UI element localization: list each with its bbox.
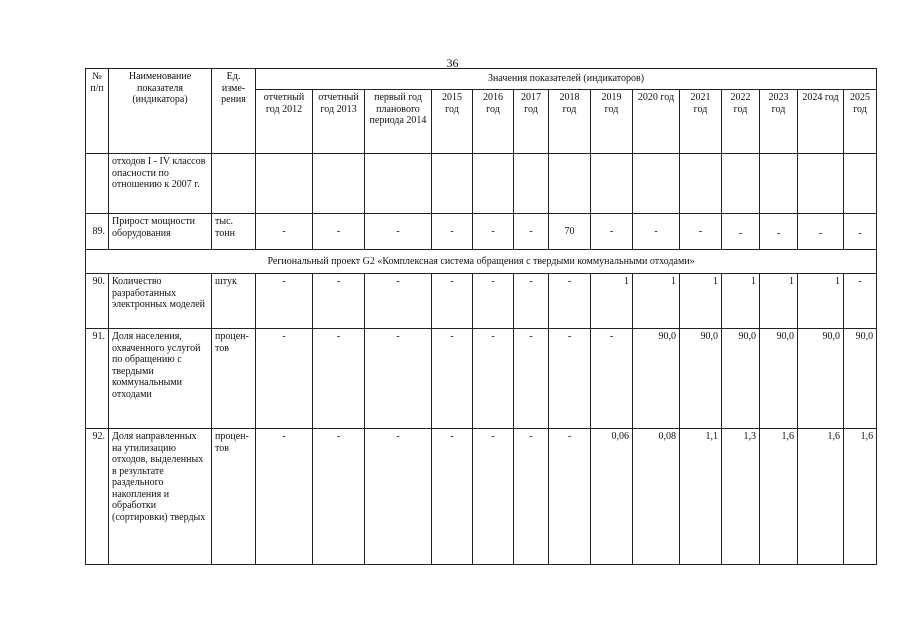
table-row	[86, 274, 877, 329]
row-value: 1	[722, 274, 760, 329]
row-value	[760, 154, 798, 214]
row-value: -	[365, 214, 432, 250]
row-value	[514, 154, 549, 214]
header-column: 2018 год	[549, 90, 591, 154]
row-value: 90,0	[798, 329, 844, 429]
row-value: 1,6	[760, 429, 798, 565]
section-row	[86, 250, 877, 274]
row-num: 90.	[86, 274, 109, 329]
row-value	[591, 154, 633, 214]
row-value: -	[680, 214, 722, 250]
row-value: -	[591, 329, 633, 429]
header-num: № п/п	[86, 69, 109, 154]
row-value: -	[432, 214, 473, 250]
row-value: 0,08	[633, 429, 680, 565]
header-values-group: Значения показателей (индикаторов)	[256, 69, 877, 90]
row-value	[722, 154, 760, 214]
header-column: 2017 год	[514, 90, 549, 154]
row-unit	[212, 154, 256, 214]
table-row	[86, 329, 877, 429]
row-value	[432, 154, 473, 214]
header-name: Наименование показателя (индикатора)	[109, 69, 212, 154]
row-value: 90,0	[760, 329, 798, 429]
row-unit: процен-тов	[212, 429, 256, 565]
row-value: -	[549, 329, 591, 429]
header-column: 2016 год	[473, 90, 514, 154]
row-value: 1	[633, 274, 680, 329]
header-column: 2024 год	[798, 90, 844, 154]
header-row	[86, 69, 877, 90]
table-row	[86, 429, 877, 565]
header-column: 2021 год	[680, 90, 722, 154]
row-value: -	[514, 214, 549, 250]
row-unit: тыс. тонн	[212, 214, 256, 250]
row-value: 1	[760, 274, 798, 329]
row-num	[86, 154, 109, 214]
header-column: 2022 год	[722, 90, 760, 154]
row-value	[844, 154, 877, 214]
row-num: 89.	[86, 214, 109, 250]
header-column: 2015 год	[432, 90, 473, 154]
row-value: 90,0	[722, 329, 760, 429]
row-value: -	[633, 214, 680, 250]
row-value: -	[722, 214, 760, 250]
row-value	[365, 154, 432, 214]
row-value: -	[591, 214, 633, 250]
row-num: 92.	[86, 429, 109, 565]
row-unit: процен-тов	[212, 329, 256, 429]
header-column: отчетный год 2013	[313, 90, 365, 154]
row-value	[256, 154, 313, 214]
row-value: -	[473, 429, 514, 565]
header-column: 2023 год	[760, 90, 798, 154]
table-row	[86, 214, 877, 250]
row-value: -	[844, 274, 877, 329]
row-value: -	[514, 274, 549, 329]
row-value: -	[473, 274, 514, 329]
row-value: -	[514, 429, 549, 565]
row-value	[549, 154, 591, 214]
row-value: -	[365, 329, 432, 429]
row-value: -	[256, 329, 313, 429]
row-value: 70	[549, 214, 591, 250]
row-value: -	[432, 429, 473, 565]
row-name: отходов I - IV классов опасности по отношению к 2007 г.	[109, 154, 212, 214]
page-number: 36	[446, 56, 459, 70]
row-value: 1,1	[680, 429, 722, 565]
row-value: -	[473, 329, 514, 429]
row-value	[798, 154, 844, 214]
header-unit: Ед. изме-рения	[212, 69, 256, 154]
row-value: -	[760, 214, 798, 250]
row-value: 90,0	[844, 329, 877, 429]
header-column: 2025 год	[844, 90, 877, 154]
row-value: 1,6	[844, 429, 877, 565]
row-value: -	[256, 274, 313, 329]
header-column: 2020 год	[633, 90, 680, 154]
header-column: отчетный год 2012	[256, 90, 313, 154]
row-value: -	[365, 274, 432, 329]
table-row	[86, 154, 877, 214]
row-unit: штук	[212, 274, 256, 329]
row-value: -	[798, 214, 844, 250]
row-value: -	[365, 429, 432, 565]
row-name: Количество разработанных электронных моделей	[109, 274, 212, 329]
row-value: 0,06	[591, 429, 633, 565]
row-value: -	[256, 429, 313, 565]
row-value	[680, 154, 722, 214]
row-name: Прирост мощности оборудования	[109, 214, 212, 250]
row-value: 90,0	[633, 329, 680, 429]
indicators-table	[85, 68, 877, 565]
row-num: 91.	[86, 329, 109, 429]
section-title: Региональный проект G2 «Комплексная система обращения с твердыми коммунальными отходами»	[86, 250, 877, 274]
row-value: -	[313, 274, 365, 329]
row-value: -	[844, 214, 877, 250]
row-value: 1	[591, 274, 633, 329]
row-value: -	[432, 329, 473, 429]
row-value: 1	[798, 274, 844, 329]
row-value: -	[549, 274, 591, 329]
header-column: 2019 год	[591, 90, 633, 154]
row-value: -	[313, 214, 365, 250]
row-name: Доля направленных на утилизацию отходов, выделенных в результате раздельного накопления и обработки (сортировки) твердых	[109, 429, 212, 565]
row-value	[633, 154, 680, 214]
row-value	[313, 154, 365, 214]
row-value: -	[473, 214, 514, 250]
row-value	[473, 154, 514, 214]
row-name: Доля населения, охваченного услугой по обращению с твердыми коммунальными отходами	[109, 329, 212, 429]
row-value: -	[313, 329, 365, 429]
row-value: -	[256, 214, 313, 250]
row-value: -	[549, 429, 591, 565]
row-value: 90,0	[680, 329, 722, 429]
row-value: -	[514, 329, 549, 429]
row-value: -	[432, 274, 473, 329]
row-value: 1,3	[722, 429, 760, 565]
row-value: -	[313, 429, 365, 565]
header-column: первый год планового периода 2014	[365, 90, 432, 154]
row-value: 1	[680, 274, 722, 329]
row-value: 1,6	[798, 429, 844, 565]
